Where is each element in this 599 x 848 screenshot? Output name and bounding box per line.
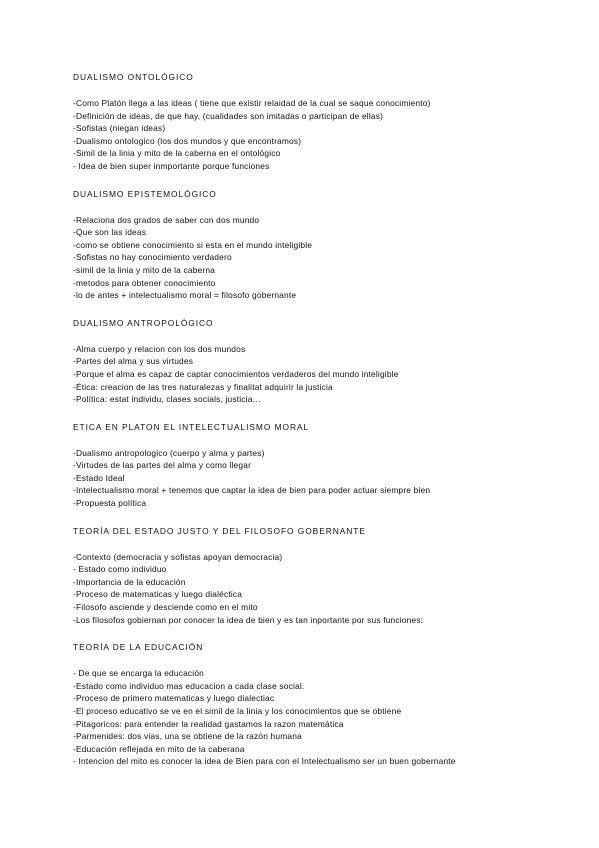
bullet-line: -Educación reflejada en mito de la caberana — [73, 743, 245, 754]
section-heading: DUALISMO EPISTEMOLÓGICO — [73, 188, 217, 199]
bullet-line: -Importancia de la educación — [73, 576, 186, 587]
bullet-line: -Partes del alma y sus virtudes — [73, 356, 194, 367]
bullet-line: -Ética: creacion de las tres naturalezas y finalitat adquirir la justicia — [73, 381, 333, 392]
bullet-line: -Estado como individuo mas educacion a cada clase social. — [73, 680, 305, 691]
bullet-line: -Virtudes de las partes del alma y como llegar — [73, 460, 252, 471]
bullet-line: -Parmenides: dos vias, una se obtiene de la razón humana — [73, 731, 302, 742]
bullet-line: -lo de antes + intelectualismo moral = filosofo gobernante — [73, 290, 297, 301]
bullet-line: -Porque el alma es capaz de captar conocimientos verdaderos del mundo inteligible — [73, 368, 399, 379]
bullet-line: -Dualismo antropologico (cuerpo y alma y partes) — [73, 447, 265, 458]
bullet-line: -Pitagoricos: para entender la realidad gastamos la razon matemática — [73, 718, 344, 729]
bullet-line: -Sofistas (niegan ideas) — [73, 123, 166, 134]
bullet-line: -Relaciona dos grados de saber con dos mundo — [73, 214, 260, 225]
bullet-line: -Proceso de primero matematicas y luego dialectiac — [73, 693, 275, 704]
section-etica-platon — [73, 421, 573, 510]
bullet-line: - De que se encarga la educación — [73, 668, 205, 679]
section-heading: TEORÍA DE LA EDUCACIÓN — [73, 642, 204, 653]
bullet-line: -Simil de la linia y mito de la caberna en el ontológico — [73, 148, 281, 159]
bullet-line: -Estado Ideal — [73, 472, 125, 483]
bullet-line: -Política: estat individu, clases socials, justicia… — [73, 394, 262, 405]
document-content — [73, 71, 573, 783]
bullet-line: -Como Platón llega a las ideas ( tiene que existir relaidad de la cual se saque conocimiento) — [73, 98, 431, 108]
section-heading: ETICA EN PLATON EL INTELECTUALISMO MORAL — [73, 421, 310, 432]
section-heading: DUALISMO ONTOLÓGICO — [73, 72, 194, 82]
bullet-line: -El proceso educativo se ve en el simil de la linia y los conocimientos que se obtiene — [73, 706, 402, 716]
bullet-line: - Idea de bien super inmportante porque funciones — [73, 160, 270, 171]
bullet-line: -Que son las ideas — [73, 227, 147, 238]
bullet-line: -Proceso de matematicas y luego dialéctica — [73, 589, 243, 600]
bullet-line: -Definición de ideas, de que hay, (cualidades son imitadas o participan de ellas) — [73, 110, 384, 121]
bullet-line: - Intencion del mito es conocer la idea de Bien para con el Intelectualismo ser un buen gobernante — [73, 756, 456, 767]
section-teoria-estado-justo — [73, 525, 573, 627]
bullet-line: -Dualismo ontologico (los dos mundos y que encontramos) — [73, 135, 302, 146]
bullet-line: -Contexto (democracia y sofistas apoyan democracia) — [73, 551, 283, 562]
bullet-line: -como se obtiene conocimiento si esta en el mundo inteligible — [73, 239, 313, 250]
section-dualismo-antropologico — [73, 317, 573, 406]
bullet-line: -Alma cuerpo y relacion con los dos mundos — [73, 343, 246, 354]
bullet-line: -Filosofo asciende y desciende como en el mito — [73, 602, 258, 613]
bullet-line: -Intelectualismo moral + tenemos que captar la idea de bien para poder actuar siempre bien — [73, 485, 431, 496]
section-heading: TEORÍA DEL ESTADO JUSTO Y DEL FILOSOFO GOBERNANTE — [73, 525, 366, 536]
bullet-line: -Los filosofos gobiernan por conocer la idea de bien y es tan inportante por sus funciones: — [73, 614, 424, 625]
bullet-line: -metodos para obtener conocimiento — [73, 277, 216, 288]
section-dualismo-epistemologico — [73, 188, 573, 302]
section-dualismo-ontologico — [73, 71, 573, 173]
bullet-line: -Propuesta política — [73, 498, 147, 509]
section-teoria-educacion — [73, 641, 573, 768]
bullet-line: -Sofistas no hay conocimiento verdadero — [73, 252, 232, 263]
section-heading: DUALISMO ANTROPOLÓGICO — [73, 317, 214, 328]
bullet-line: -simil de la linia y mito de la caberna — [73, 264, 216, 275]
bullet-line: - Estado como individuo — [73, 564, 167, 575]
